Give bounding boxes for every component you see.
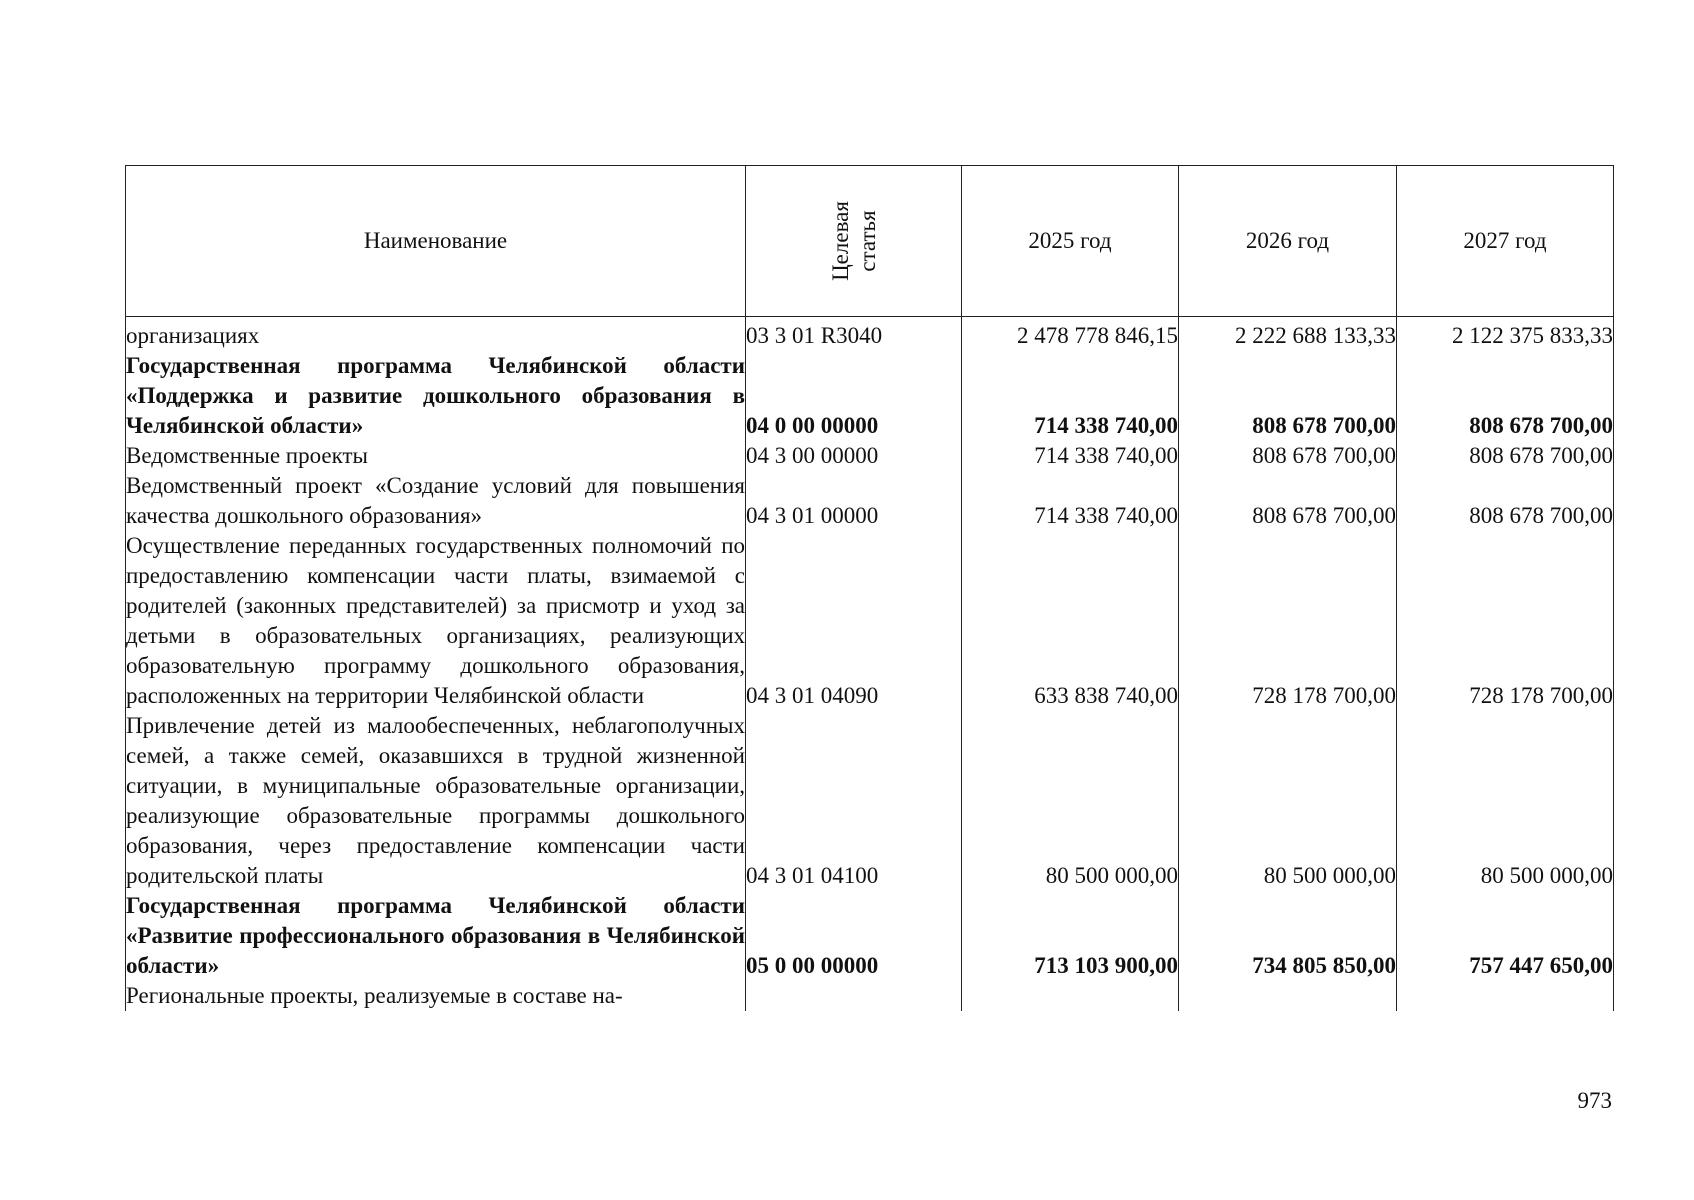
row-name: Ведомственный проект «Создание условий для повышения качества дошкольного образования» bbox=[126, 471, 746, 531]
page-number: 973 bbox=[1577, 1088, 1612, 1113]
row-value-2026: 808 678 700,00 bbox=[1179, 441, 1397, 471]
row-value-2027: 757 447 650,00 bbox=[1397, 891, 1614, 981]
row-value-2025: 714 338 740,00 bbox=[962, 351, 1179, 441]
row-name: Государственная программа Челябинской области «Развитие профессионального образования в Челябинской области» bbox=[126, 891, 746, 981]
row-target-article: 03 3 01 R3040 bbox=[746, 317, 962, 352]
row-target-article: 04 0 00 00000 bbox=[746, 351, 962, 441]
table-row bbox=[126, 981, 1614, 1011]
row-value-2025: 714 338 740,00 bbox=[962, 471, 1179, 531]
row-value-2027: 80 500 000,00 bbox=[1397, 711, 1614, 891]
table-row bbox=[126, 531, 1614, 711]
row-target-article: 04 3 01 00000 bbox=[746, 471, 962, 531]
table-row bbox=[126, 471, 1614, 531]
row-value-2025: 80 500 000,00 bbox=[962, 711, 1179, 891]
row-name: Государственная программа Челябинской области «Поддержка и развитие дошкольного образования в Челябинской области» bbox=[126, 351, 746, 441]
row-value-2027: 808 678 700,00 bbox=[1397, 471, 1614, 531]
table-row bbox=[126, 441, 1614, 471]
row-target-article: 04 3 01 04100 bbox=[746, 711, 962, 891]
row-value-2025: 714 338 740,00 bbox=[962, 441, 1179, 471]
row-value-2026: 80 500 000,00 bbox=[1179, 711, 1397, 891]
header-year-2026: 2026 год bbox=[1179, 166, 1397, 317]
row-value-2026 bbox=[1179, 981, 1397, 1011]
row-value-2025: 633 838 740,00 bbox=[962, 531, 1179, 711]
row-target-article bbox=[746, 981, 962, 1011]
header-target-article bbox=[746, 166, 962, 317]
row-value-2026: 728 178 700,00 bbox=[1179, 531, 1397, 711]
header-target-article-label: Целевая статья bbox=[827, 201, 880, 281]
table-body bbox=[126, 317, 1614, 1012]
row-value-2027: 808 678 700,00 bbox=[1397, 441, 1614, 471]
row-value-2026: 808 678 700,00 bbox=[1179, 351, 1397, 441]
row-name: Ведомственные проекты bbox=[126, 441, 746, 471]
row-value-2027: 728 178 700,00 bbox=[1397, 531, 1614, 711]
row-target-article: 04 3 01 04090 bbox=[746, 531, 962, 711]
row-value-2025 bbox=[962, 981, 1179, 1011]
table-row bbox=[126, 711, 1614, 891]
row-target-article: 04 3 00 00000 bbox=[746, 441, 962, 471]
row-name: организациях bbox=[126, 317, 746, 352]
row-value-2026: 734 805 850,00 bbox=[1179, 891, 1397, 981]
row-name: Привлечение детей из малообеспеченных, неблагополучных семей, а также семей, оказавшихся в трудной жизненной ситуации, в муниципальные образовательные организации, реализующие образовательные программы дошкольного образования, через предоставление компенсации части родительской платы bbox=[126, 711, 746, 891]
table-row bbox=[126, 317, 1614, 352]
row-value-2026: 2 222 688 133,33 bbox=[1179, 317, 1397, 352]
row-value-2027 bbox=[1397, 981, 1614, 1011]
row-name: Осуществление переданных государственных полномочий по предоставлению компенсации части платы, взимаемой с родителей (законных представителей) за присмотр и уход за детьми в образовательных организациях, реализующих образовательную программу дошкольного образования, расположенных на территории Челябинской области bbox=[126, 531, 746, 711]
table-row bbox=[126, 351, 1614, 441]
budget-table bbox=[125, 165, 1614, 1011]
table-row bbox=[126, 891, 1614, 981]
row-value-2027: 808 678 700,00 bbox=[1397, 351, 1614, 441]
row-value-2025: 713 103 900,00 bbox=[962, 891, 1179, 981]
table-header-row bbox=[126, 166, 1614, 317]
header-year-2027: 2027 год bbox=[1397, 166, 1614, 317]
row-value-2026: 808 678 700,00 bbox=[1179, 471, 1397, 531]
header-name: Наименование bbox=[126, 166, 746, 317]
row-value-2025: 2 478 778 846,15 bbox=[962, 317, 1179, 352]
header-year-2025: 2025 год bbox=[962, 166, 1179, 317]
row-name: Региональные проекты, реализуемые в составе на- bbox=[126, 981, 746, 1011]
row-value-2027: 2 122 375 833,33 bbox=[1397, 317, 1614, 352]
row-target-article: 05 0 00 00000 bbox=[746, 891, 962, 981]
